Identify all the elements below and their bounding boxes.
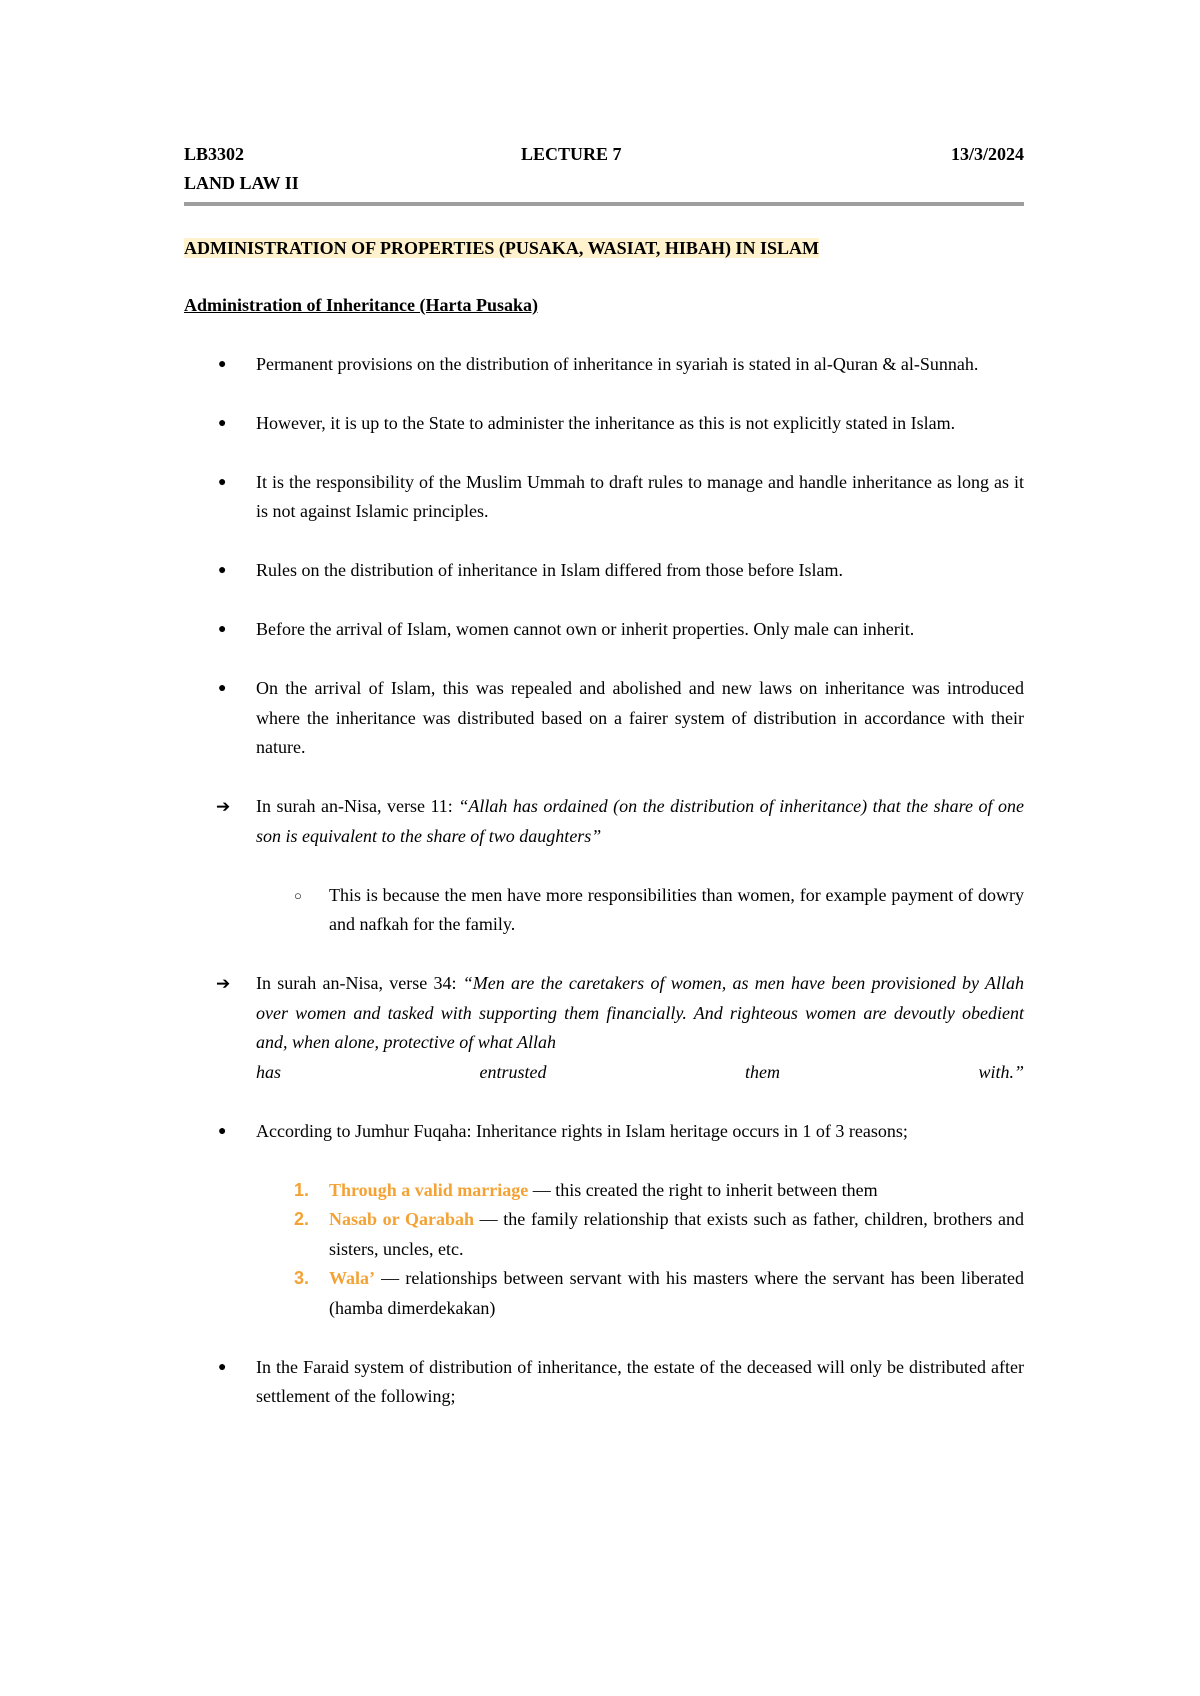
section-title: Administration of Inheritance (Harta Pusaka) (184, 295, 538, 315)
lecture-date: 13/3/2024 (950, 144, 1024, 164)
reason-text: — the family relationship that exists such as father, children, brothers and sisters, uncles, etc. (329, 1209, 1024, 1259)
list-item-text: According to Jumhur Fuqaha: Inheritance rights in Islam heritage occurs in 1 of 3 reasons; (256, 1120, 908, 1141)
reason-item (184, 1264, 1024, 1323)
bullet-list (184, 350, 1024, 1412)
list-item (184, 350, 1024, 380)
bullet-icon: ● (218, 415, 227, 431)
verse-34-item (184, 969, 1024, 1087)
reason-number: 3. (294, 1268, 310, 1288)
reason-label: Nasab or Qarabah (329, 1209, 474, 1229)
list-item-text: However, it is up to the State to administer the inheritance as this is not explicitly stated in Islam. (256, 412, 956, 433)
reason-number: 1. (294, 1179, 310, 1200)
bullet-icon: ● (218, 1359, 227, 1375)
arrow-right-icon: ➔ (216, 797, 231, 816)
bullet-icon: ● (218, 356, 227, 372)
list-item (184, 1353, 1024, 1412)
reason-item (184, 1205, 1024, 1264)
list-item (184, 615, 1024, 645)
reasons-list (184, 1176, 1024, 1324)
sub-list-item (184, 881, 1024, 940)
list-item-text: It is the responsibility of the Muslim Ummah to draft rules to manage and handle inheritance as long as it is not against Islamic principles. (256, 471, 1024, 521)
list-item-text: On the arrival of Islam, this was repealed and abolished and new laws on inheritance was introduced where the inheritance was distributed based on a fairer system of distribution in accordance with their nature. (256, 678, 1024, 757)
list-item (184, 1117, 1024, 1147)
list-item-text: In the Faraid system of distribution of inheritance, the estate of the deceased will only be distributed after settlement of the following; (256, 1356, 1024, 1406)
verse-34-lead: In surah an-Nisa, verse 34: (256, 973, 463, 993)
header-row (184, 140, 1024, 169)
verse-11-item (184, 792, 1024, 851)
main-title-text: ADMINISTRATION OF PROPERTIES (PUSAKA, WASIAT, HIBAH) IN ISLAM (184, 238, 819, 258)
reason-text: — this created the right to inherit between them (528, 1179, 878, 1200)
list-item (184, 409, 1024, 439)
list-item-text: Before the arrival of Islam, women cannot own or inherit properties. Only male can inherit. (256, 619, 915, 639)
header-divider (184, 202, 1024, 206)
circle-bullet-icon: ○ (294, 887, 302, 903)
course-code: LB3302 (184, 144, 245, 164)
list-item (184, 556, 1024, 586)
course-name: LAND LAW II (184, 173, 299, 193)
bullet-icon: ● (218, 563, 227, 578)
main-title (184, 234, 1024, 263)
list-item-text: Permanent provisions on the distribution of inheritance in syariah is stated in al-Quran & al-Sunnah. (256, 353, 979, 374)
reason-label: Through a valid marriage (329, 1179, 529, 1200)
document-page (184, 140, 1024, 1412)
verse-11-quote: “Allah has ordained (on the distribution of inheritance) that the share of one son is equivalent to the share of two daughters” (256, 796, 1025, 846)
reason-text: — relationships between servant with his masters where the servant has been liberated (hamba dimerdekakan) (329, 1268, 1024, 1318)
list-item-text: Rules on the distribution of inheritance in Islam differed from those before Islam. (256, 560, 844, 580)
list-item (184, 674, 1024, 763)
verse-34-quote-last-line: has entrusted them with.” (256, 1061, 1024, 1082)
sub-list-item-text: This is because the men have more responsibilities than women, for example payment of dowry and nafkah for the family. (329, 884, 1024, 934)
reason-item (184, 1176, 1024, 1206)
bullet-icon: ● (218, 1123, 227, 1139)
lecture-number: LECTURE 7 (521, 144, 622, 164)
list-item (184, 468, 1024, 527)
reason-label: Wala’ (329, 1268, 376, 1288)
bullet-icon: ● (218, 474, 227, 490)
verse-34-quote: “Men are the caretakers of women, as men have been provisioned by Allah over women and tasked with supporting them financially. And righteous women are devoutly obedient and, when alone, protective of what Allah (256, 973, 1024, 1052)
bullet-icon: ● (218, 622, 227, 637)
bullet-icon: ● (218, 681, 227, 696)
verse-11-lead: In surah an-Nisa, verse 11: (256, 796, 459, 816)
reason-number: 2. (294, 1209, 310, 1229)
arrow-right-icon: ➔ (216, 974, 231, 993)
